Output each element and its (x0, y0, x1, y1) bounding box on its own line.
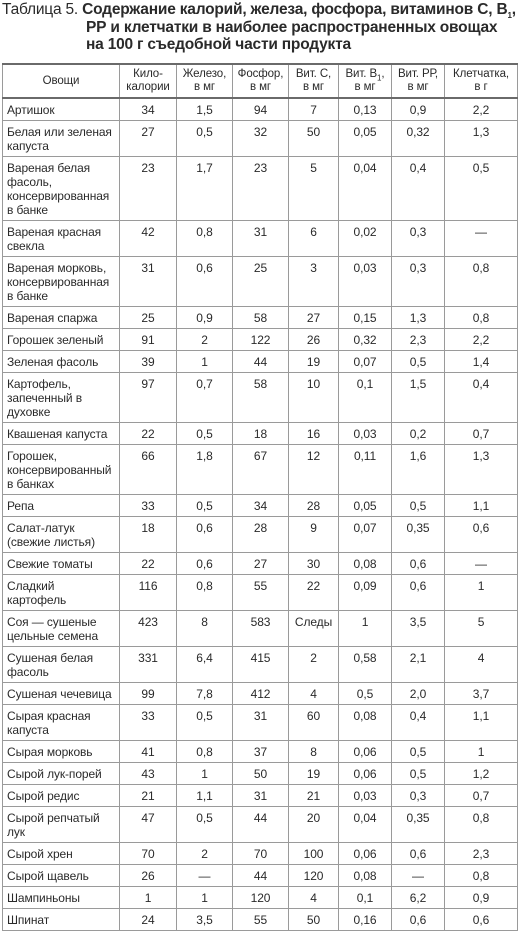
cell-iron: 1,1 (177, 785, 233, 807)
cell-vit-c: 26 (289, 329, 339, 351)
cell-kcal: 34 (120, 98, 177, 121)
cell-phosphorus: 37 (233, 741, 289, 763)
cell-vegetable-name: Сырая морковь (3, 741, 120, 763)
cell-vit-b1: 0,16 (339, 909, 392, 931)
col-header-iron: Железо, в мг (177, 64, 233, 98)
cell-iron: 0,6 (177, 517, 233, 553)
cell-vit-b1: 0,04 (339, 157, 392, 221)
cell-phosphorus: 58 (233, 373, 289, 423)
table-row (3, 307, 518, 329)
cell-iron: 1,5 (177, 98, 233, 121)
cell-fiber: — (445, 221, 518, 257)
cell-kcal: 423 (120, 611, 177, 647)
cell-vit-c: 28 (289, 495, 339, 517)
table-row (3, 553, 518, 575)
cell-vit-c: 60 (289, 705, 339, 741)
cell-vit-b1: 0,05 (339, 495, 392, 517)
cell-vit-c: 27 (289, 307, 339, 329)
cell-vit-pp: 0,2 (392, 423, 445, 445)
cell-vegetable-name: Сушеная белая фасоль (3, 647, 120, 683)
cell-fiber: 0,7 (445, 785, 518, 807)
cell-iron: 0,8 (177, 221, 233, 257)
table-row (3, 611, 518, 647)
cell-phosphorus: 31 (233, 705, 289, 741)
cell-fiber: 4 (445, 647, 518, 683)
cell-vit-pp: 0,6 (392, 553, 445, 575)
cell-vit-c: Следы (289, 611, 339, 647)
cell-vit-c: 21 (289, 785, 339, 807)
cell-kcal: 21 (120, 785, 177, 807)
cell-phosphorus: 122 (233, 329, 289, 351)
cell-vegetable-name: Сырой редис (3, 785, 120, 807)
cell-kcal: 43 (120, 763, 177, 785)
cell-vit-b1: 0,03 (339, 257, 392, 307)
cell-vit-b1: 0,08 (339, 865, 392, 887)
cell-vit-pp: 1,5 (392, 373, 445, 423)
cell-fiber: 0,7 (445, 423, 518, 445)
cell-vit-c: 10 (289, 373, 339, 423)
col-header-phosphorus: Фосфор, в мг (233, 64, 289, 98)
table-row (3, 647, 518, 683)
cell-vit-pp: 0,5 (392, 741, 445, 763)
cell-vit-pp: 0,32 (392, 121, 445, 157)
cell-fiber: 0,8 (445, 865, 518, 887)
table-row (3, 705, 518, 741)
cell-vegetable-name: Сырой репчатый лук (3, 807, 120, 843)
cell-vit-pp: 1,6 (392, 445, 445, 495)
cell-kcal: 99 (120, 683, 177, 705)
cell-vit-c: 7 (289, 98, 339, 121)
cell-kcal: 24 (120, 909, 177, 931)
cell-iron: 1 (177, 351, 233, 373)
nutrition-table (2, 63, 518, 931)
cell-vit-c: 8 (289, 741, 339, 763)
caption-title-part: , (511, 1, 516, 18)
cell-vit-c: 16 (289, 423, 339, 445)
cell-vit-c: 2 (289, 647, 339, 683)
cell-iron: 7,8 (177, 683, 233, 705)
table-row (3, 257, 518, 307)
cell-fiber: 1,2 (445, 763, 518, 785)
cell-phosphorus: 31 (233, 785, 289, 807)
cell-vit-pp: — (392, 865, 445, 887)
cell-vit-b1: 0,06 (339, 741, 392, 763)
cell-iron: 0,5 (177, 705, 233, 741)
cell-phosphorus: 58 (233, 307, 289, 329)
cell-fiber: 1,1 (445, 705, 518, 741)
cell-fiber: 0,6 (445, 909, 518, 931)
cell-vit-b1: 0,03 (339, 423, 392, 445)
cell-phosphorus: 44 (233, 351, 289, 373)
cell-vit-pp: 2,1 (392, 647, 445, 683)
cell-phosphorus: 31 (233, 221, 289, 257)
cell-vit-b1: 0,06 (339, 843, 392, 865)
cell-vit-pp: 6,2 (392, 887, 445, 909)
cell-vit-pp: 0,3 (392, 785, 445, 807)
cell-iron: 0,8 (177, 575, 233, 611)
cell-vegetable-name: Сырая красная капуста (3, 705, 120, 741)
cell-vegetable-name: Шампиньоны (3, 887, 120, 909)
cell-vegetable-name: Белая или зеленая капуста (3, 121, 120, 157)
table-row (3, 329, 518, 351)
cell-phosphorus: 583 (233, 611, 289, 647)
cell-fiber: 0,8 (445, 257, 518, 307)
cell-vegetable-name: Соя — сушеные цельные семена (3, 611, 120, 647)
cell-phosphorus: 25 (233, 257, 289, 307)
table-row (3, 575, 518, 611)
table-row (3, 517, 518, 553)
cell-phosphorus: 55 (233, 909, 289, 931)
table-caption (2, 1, 516, 54)
cell-vegetable-name: Горошек зеленый (3, 329, 120, 351)
cell-vit-b1: 0,58 (339, 647, 392, 683)
cell-kcal: 33 (120, 495, 177, 517)
cell-vit-c: 120 (289, 865, 339, 887)
col-header-vit-b1: Вит. $В_1$, в мг (339, 64, 392, 98)
cell-kcal: 66 (120, 445, 177, 495)
caption-title-line2: РР и клетчатки в наиболее распространенных овощах (86, 18, 498, 36)
cell-vit-c: 5 (289, 157, 339, 221)
cell-vit-pp: 2,0 (392, 683, 445, 705)
cell-vit-pp: 0,5 (392, 763, 445, 785)
cell-iron: 0,5 (177, 807, 233, 843)
cell-fiber: — (445, 553, 518, 575)
cell-vit-pp: 3,5 (392, 611, 445, 647)
col-header-fiber: Клетчатка, в г (445, 64, 518, 98)
cell-vegetable-name: Сырой щавель (3, 865, 120, 887)
table-row (3, 683, 518, 705)
cell-kcal: 22 (120, 423, 177, 445)
cell-vegetable-name: Горошек, консервированный в банках (3, 445, 120, 495)
cell-vit-pp: 0,35 (392, 517, 445, 553)
cell-phosphorus: 415 (233, 647, 289, 683)
cell-phosphorus: 27 (233, 553, 289, 575)
cell-vit-b1: 0,15 (339, 307, 392, 329)
cell-vit-b1: 0,13 (339, 98, 392, 121)
cell-kcal: 33 (120, 705, 177, 741)
cell-vit-c: 50 (289, 121, 339, 157)
cell-iron: 0,8 (177, 741, 233, 763)
cell-kcal: 23 (120, 157, 177, 221)
caption-title (82, 1, 516, 21)
cell-vit-c: 3 (289, 257, 339, 307)
cell-vegetable-name: Сушеная чечевица (3, 683, 120, 705)
cell-fiber: 0,6 (445, 517, 518, 553)
caption-label: Таблица 5. (2, 1, 79, 18)
cell-vit-b1: 0,1 (339, 887, 392, 909)
table-row (3, 221, 518, 257)
cell-kcal: 1 (120, 887, 177, 909)
cell-vit-b1: 0,11 (339, 445, 392, 495)
table-row (3, 865, 518, 887)
header-row (3, 64, 518, 98)
cell-vegetable-name: Артишок (3, 98, 120, 121)
cell-vit-pp: 0,9 (392, 98, 445, 121)
table-row (3, 495, 518, 517)
cell-fiber: 0,9 (445, 887, 518, 909)
cell-phosphorus: 44 (233, 807, 289, 843)
cell-kcal: 116 (120, 575, 177, 611)
cell-vit-b1: 0,05 (339, 121, 392, 157)
cell-vegetable-name: Квашеная капуста (3, 423, 120, 445)
cell-iron: 1,8 (177, 445, 233, 495)
cell-vegetable-name: Вареная спаржа (3, 307, 120, 329)
cell-iron: 1 (177, 763, 233, 785)
caption-title-part: Содержание калорий, железа, фосфора, витаминов С, В (82, 1, 508, 18)
cell-vit-pp: 0,4 (392, 705, 445, 741)
cell-vit-pp: 0,35 (392, 807, 445, 843)
cell-phosphorus: 34 (233, 495, 289, 517)
cell-phosphorus: 23 (233, 157, 289, 221)
cell-kcal: 31 (120, 257, 177, 307)
cell-fiber: 1 (445, 575, 518, 611)
cell-vit-b1: 0,1 (339, 373, 392, 423)
cell-iron: 0,7 (177, 373, 233, 423)
cell-vit-pp: 0,6 (392, 909, 445, 931)
col-header-vegetables: Овощи (3, 64, 120, 98)
table-row (3, 763, 518, 785)
cell-vit-c: 50 (289, 909, 339, 931)
cell-phosphorus: 18 (233, 423, 289, 445)
cell-fiber: 0,8 (445, 807, 518, 843)
cell-kcal: 47 (120, 807, 177, 843)
table-row (3, 445, 518, 495)
cell-iron: 2 (177, 843, 233, 865)
cell-iron: 6,4 (177, 647, 233, 683)
cell-vit-b1: 0,09 (339, 575, 392, 611)
cell-phosphorus: 28 (233, 517, 289, 553)
cell-kcal: 91 (120, 329, 177, 351)
cell-phosphorus: 67 (233, 445, 289, 495)
cell-vegetable-name: Салат-латук (свежие листья) (3, 517, 120, 553)
cell-vegetable-name: Сладкий картофель (3, 575, 120, 611)
cell-phosphorus: 120 (233, 887, 289, 909)
cell-kcal: 70 (120, 843, 177, 865)
table-row (3, 741, 518, 763)
cell-vegetable-name: Вареная морковь, консервированная в банке (3, 257, 120, 307)
cell-vegetable-name: Вареная красная свекла (3, 221, 120, 257)
table-row (3, 807, 518, 843)
cell-iron: 0,6 (177, 257, 233, 307)
col-header-vit-c: Вит. С, в мг (289, 64, 339, 98)
cell-vit-b1: 0,06 (339, 763, 392, 785)
cell-vit-c: 9 (289, 517, 339, 553)
cell-vit-c: 4 (289, 887, 339, 909)
cell-vit-b1: 0,08 (339, 553, 392, 575)
cell-phosphorus: 412 (233, 683, 289, 705)
cell-phosphorus: 32 (233, 121, 289, 157)
cell-vit-pp: 2,3 (392, 329, 445, 351)
table-row (3, 785, 518, 807)
cell-iron: 0,5 (177, 121, 233, 157)
table-row (3, 157, 518, 221)
cell-vegetable-name: Шпинат (3, 909, 120, 931)
table-row (3, 887, 518, 909)
cell-fiber: 2,2 (445, 329, 518, 351)
table-row (3, 909, 518, 931)
cell-iron: 8 (177, 611, 233, 647)
cell-fiber: 1,1 (445, 495, 518, 517)
cell-kcal: 18 (120, 517, 177, 553)
cell-vit-c: 4 (289, 683, 339, 705)
cell-vegetable-name: Зеленая фасоль (3, 351, 120, 373)
cell-vit-c: 19 (289, 351, 339, 373)
table-row (3, 843, 518, 865)
col-header-vit-pp: Вит. РР, в мг (392, 64, 445, 98)
cell-phosphorus: 44 (233, 865, 289, 887)
cell-vit-pp: 0,3 (392, 221, 445, 257)
cell-kcal: 42 (120, 221, 177, 257)
cell-phosphorus: 94 (233, 98, 289, 121)
cell-vegetable-name: Сырой лук-порей (3, 763, 120, 785)
cell-vit-b1: 0,07 (339, 517, 392, 553)
cell-iron: 0,9 (177, 307, 233, 329)
cell-iron: 1,7 (177, 157, 233, 221)
cell-vit-c: 100 (289, 843, 339, 865)
cell-vit-b1: 0,02 (339, 221, 392, 257)
cell-vit-c: 6 (289, 221, 339, 257)
cell-fiber: 1,3 (445, 121, 518, 157)
cell-vit-b1: 0,04 (339, 807, 392, 843)
cell-kcal: 331 (120, 647, 177, 683)
cell-fiber: 2,3 (445, 843, 518, 865)
caption-title-line3: на 100 г съедобной части продукта (86, 36, 351, 53)
cell-fiber: 2,2 (445, 98, 518, 121)
cell-vit-c: 22 (289, 575, 339, 611)
cell-vit-b1: 0,08 (339, 705, 392, 741)
cell-iron: — (177, 865, 233, 887)
cell-fiber: 3,7 (445, 683, 518, 705)
cell-kcal: 22 (120, 553, 177, 575)
cell-iron: 1 (177, 887, 233, 909)
cell-vit-pp: 0,5 (392, 351, 445, 373)
cell-vit-pp: 0,3 (392, 257, 445, 307)
cell-vit-c: 19 (289, 763, 339, 785)
table-row (3, 98, 518, 121)
cell-fiber: 1 (445, 741, 518, 763)
cell-vegetable-name: Свежие томаты (3, 553, 120, 575)
cell-vit-b1: 0,03 (339, 785, 392, 807)
cell-vit-pp: 0,6 (392, 575, 445, 611)
cell-vegetable-name: Картофель, запеченный в духовке (3, 373, 120, 423)
cell-fiber: 0,4 (445, 373, 518, 423)
cell-vit-pp: 0,5 (392, 495, 445, 517)
cell-kcal: 27 (120, 121, 177, 157)
cell-phosphorus: 55 (233, 575, 289, 611)
table-row (3, 423, 518, 445)
cell-kcal: 39 (120, 351, 177, 373)
cell-fiber: 1,4 (445, 351, 518, 373)
cell-kcal: 41 (120, 741, 177, 763)
cell-fiber: 0,8 (445, 307, 518, 329)
cell-vit-b1: 0,32 (339, 329, 392, 351)
cell-vegetable-name: Репа (3, 495, 120, 517)
cell-iron: 3,5 (177, 909, 233, 931)
cell-vit-pp: 0,4 (392, 157, 445, 221)
cell-vit-b1: 0,07 (339, 351, 392, 373)
cell-iron: 0,5 (177, 423, 233, 445)
table-row (3, 351, 518, 373)
table-body (3, 98, 518, 931)
table-row (3, 373, 518, 423)
cell-vegetable-name: Сырой хрен (3, 843, 120, 865)
cell-fiber: 0,5 (445, 157, 518, 221)
cell-phosphorus: 70 (233, 843, 289, 865)
cell-fiber: 1,3 (445, 445, 518, 495)
cell-kcal: 97 (120, 373, 177, 423)
cell-kcal: 25 (120, 307, 177, 329)
cell-iron: 0,6 (177, 553, 233, 575)
cell-vit-b1: 0,5 (339, 683, 392, 705)
cell-kcal: 26 (120, 865, 177, 887)
caption-subscript: 1 (507, 11, 512, 21)
cell-vegetable-name: Вареная белая фасоль, консервированная в банке (3, 157, 120, 221)
cell-vit-pp: 0,6 (392, 843, 445, 865)
cell-iron: 2 (177, 329, 233, 351)
cell-iron: 0,5 (177, 495, 233, 517)
cell-phosphorus: 50 (233, 763, 289, 785)
cell-fiber: 5 (445, 611, 518, 647)
table-row (3, 121, 518, 157)
cell-vit-b1: 1 (339, 611, 392, 647)
cell-vit-c: 20 (289, 807, 339, 843)
cell-vit-c: 12 (289, 445, 339, 495)
cell-vit-pp: 1,3 (392, 307, 445, 329)
col-header-kcal: Кило- калории (120, 64, 177, 98)
cell-vit-c: 30 (289, 553, 339, 575)
